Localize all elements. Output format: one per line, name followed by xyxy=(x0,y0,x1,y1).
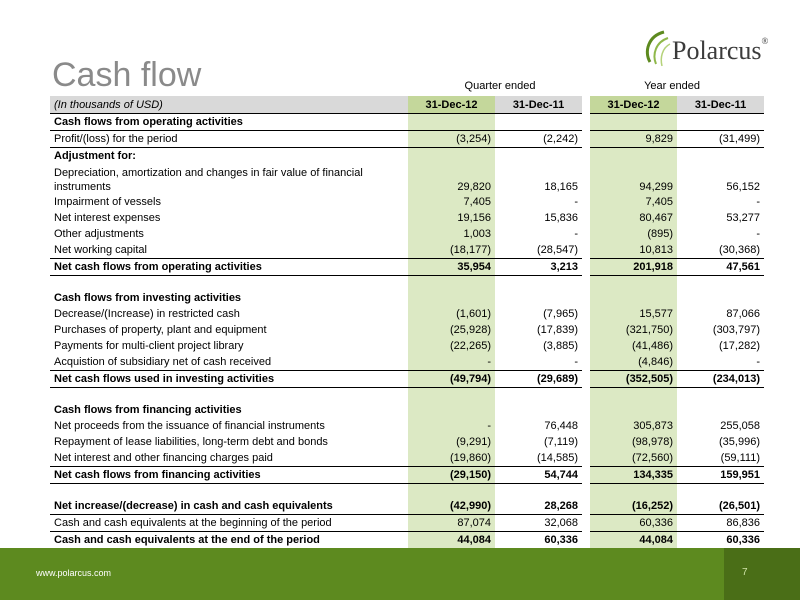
section-heading: Cash flows from investing activities xyxy=(54,292,242,304)
row-label: Cash and cash equivalents at the end of the period xyxy=(50,532,408,549)
total-row: Net cash flows used in investing activities (49,794) (29,689) (352,505) (234,013) xyxy=(50,371,764,388)
table-row: Cash and cash equivalents at the beginning of the period 87,074 32,068 60,336 86,836 xyxy=(50,515,764,532)
col-header-q-2011: 31-Dec-11 xyxy=(495,96,582,114)
row-label: Net working capital xyxy=(50,242,408,259)
row-label: Profit/(loss) for the period xyxy=(50,131,408,148)
subheading: Adjustment for: xyxy=(54,150,136,162)
row-label: Other adjustments xyxy=(54,228,144,240)
quarter-ended-heading: Quarter ended xyxy=(464,80,536,92)
row-label: Repayment of lease liabilities, long-term debt and bonds xyxy=(54,436,328,448)
section-heading-row xyxy=(50,290,764,306)
table-row: Depreciation, amortization and changes in fair value of financial instruments 29,820 18,165 94,299 56,152 xyxy=(50,164,764,194)
row-label: Net cash flows from financing activities xyxy=(50,467,408,484)
row-label: Decrease/(Increase) in restricted cash xyxy=(54,308,240,320)
footer-bar xyxy=(0,548,800,600)
section-heading-row xyxy=(50,114,764,131)
table-row: Acquistion of subsidiary net of cash received - - (4,846) - xyxy=(50,354,764,371)
table-header-row xyxy=(50,96,764,114)
row-label: Net increase/(decrease) in cash and cash equivalents xyxy=(50,498,408,515)
row-label: Purchases of property, plant and equipment xyxy=(54,324,267,336)
row-label: Net interest and other financing charges paid xyxy=(50,450,408,467)
row-label: Payments for multi-client project library xyxy=(54,340,244,352)
total-row: Net cash flows from financing activities (29,150) 54,744 134,335 159,951 xyxy=(50,467,764,484)
total-row: Cash and cash equivalents at the end of the period 44,084 60,336 44,084 60,336 xyxy=(50,532,764,549)
row-label: Net proceeds from the issuance of financial instruments xyxy=(54,420,325,432)
table-row: Profit/(loss) for the period (3,254) (2,242) 9,829 (31,499) xyxy=(50,131,764,148)
row-label: Net cash flows from operating activities xyxy=(50,259,408,276)
table-row: Net working capital (18,177) (28,547) 10,813 (30,368) xyxy=(50,242,764,259)
col-header-q-2012: 31-Dec-12 xyxy=(408,96,495,114)
col-header-y-2012: 31-Dec-12 xyxy=(590,96,677,114)
page-number-box xyxy=(724,548,800,600)
total-row: Net cash flows from operating activities 35,954 3,213 201,918 47,561 xyxy=(50,259,764,276)
col-header-y-2011: 31-Dec-11 xyxy=(677,96,764,114)
table-row: Other adjustments 1,003 - (895) - xyxy=(50,226,764,242)
units-label: (In thousands of USD) xyxy=(50,96,408,114)
row-label: Net interest expenses xyxy=(54,212,161,224)
footer-url[interactable]: www.polarcus.com xyxy=(36,568,112,578)
table-row: Purchases of property, plant and equipment (25,928) (17,839) (321,750) (303,797) xyxy=(50,322,764,338)
page-number: 7 xyxy=(742,567,748,578)
logo-wordmark: Polarcus® xyxy=(672,36,769,65)
page-title: Cash flow xyxy=(52,56,202,94)
table-row: Repayment of lease liabilities, long-term debt and bonds (9,291) (7,119) (98,978) (35,996) xyxy=(50,434,764,450)
row-label: Cash and cash equivalents at the beginning of the period xyxy=(50,515,408,532)
section-heading-row xyxy=(50,402,764,418)
table-row: Payments for multi-client project library (22,265) (3,885) (41,486) (17,282) xyxy=(50,338,764,354)
row-label: Impairment of vessels xyxy=(54,196,161,208)
row-label: Acquistion of subsidiary net of cash received xyxy=(50,354,408,371)
row-label: Net cash flows used in investing activities xyxy=(50,371,408,388)
subheading-row xyxy=(50,148,764,165)
table-row: Decrease/(Increase) in restricted cash (1,601) (7,965) 15,577 87,066 xyxy=(50,306,764,322)
section-heading: Cash flows from financing activities xyxy=(54,404,242,416)
table-row: Impairment of vessels 7,405 - 7,405 - xyxy=(50,194,764,210)
total-row: Net increase/(decrease) in cash and cash equivalents (42,990) 28,268 (16,252) (26,501) xyxy=(50,498,764,515)
table-row: Net proceeds from the issuance of financial instruments - 76,448 305,873 255,058 xyxy=(50,418,764,434)
table-row: Net interest and other financing charges paid (19,860) (14,585) (72,560) (59,111) xyxy=(50,450,764,467)
year-ended-heading: Year ended xyxy=(644,80,700,92)
cash-flow-table xyxy=(50,96,760,549)
table-row: Net interest expenses 19,156 15,836 80,467 53,277 xyxy=(50,210,764,226)
row-label: Depreciation, amortization and changes in fair value of financial instruments xyxy=(54,167,363,193)
section-heading: Cash flows from operating activities xyxy=(50,114,408,131)
